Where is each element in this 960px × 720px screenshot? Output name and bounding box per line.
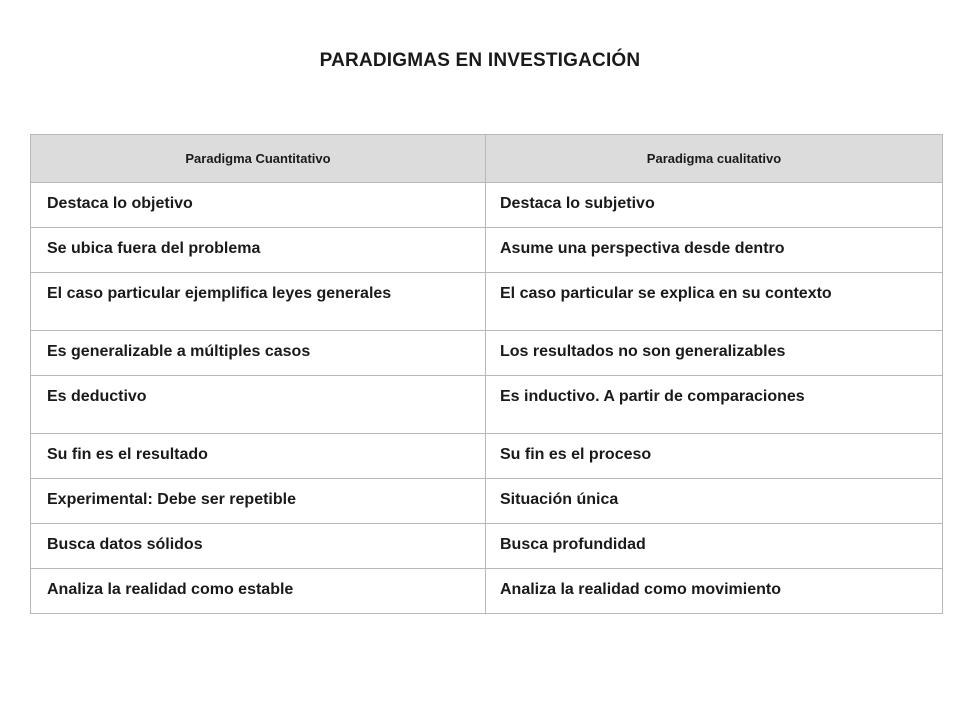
cell-qualitative: Destaca lo subjetivo — [486, 183, 943, 228]
cell-quantitative: Es generalizable a múltiples casos — [31, 331, 486, 376]
cell-qualitative: Busca profundidad — [486, 524, 943, 569]
cell-qualitative: El caso particular se explica en su contexto — [486, 273, 943, 331]
table-row — [31, 524, 943, 569]
cell-quantitative: Su fin es el resultado — [31, 434, 486, 479]
table-row — [31, 569, 943, 614]
cell-qualitative: Es inductivo. A partir de comparaciones — [486, 376, 943, 434]
cell-quantitative: Es deductivo — [31, 376, 486, 434]
page-title: PARADIGMAS EN INVESTIGACIÓN — [319, 50, 641, 71]
table-row — [31, 273, 943, 331]
table-row — [31, 228, 943, 273]
table-row — [31, 331, 943, 376]
table-header-row — [31, 135, 943, 183]
cell-quantitative: Se ubica fuera del problema — [31, 228, 486, 273]
cell-quantitative: Analiza la realidad como estable — [31, 569, 486, 614]
table-row — [31, 434, 943, 479]
table-row — [31, 183, 943, 228]
comparison-table — [30, 134, 943, 614]
cell-quantitative: Busca datos sólidos — [31, 524, 486, 569]
table-row — [31, 479, 943, 524]
cell-qualitative: Asume una perspectiva desde dentro — [486, 228, 943, 273]
cell-qualitative: Analiza la realidad como movimiento — [486, 569, 943, 614]
cell-quantitative: Experimental: Debe ser repetible — [31, 479, 486, 524]
cell-qualitative: Los resultados no son generalizables — [486, 331, 943, 376]
header-qualitative: Paradigma cualitativo — [486, 135, 943, 183]
cell-quantitative: Destaca lo objetivo — [31, 183, 486, 228]
cell-qualitative: Situación única — [486, 479, 943, 524]
header-quantitative: Paradigma Cuantitativo — [31, 135, 486, 183]
cell-qualitative: Su fin es el proceso — [486, 434, 943, 479]
cell-quantitative: El caso particular ejemplifica leyes generales — [31, 273, 486, 331]
table-row — [31, 376, 943, 434]
